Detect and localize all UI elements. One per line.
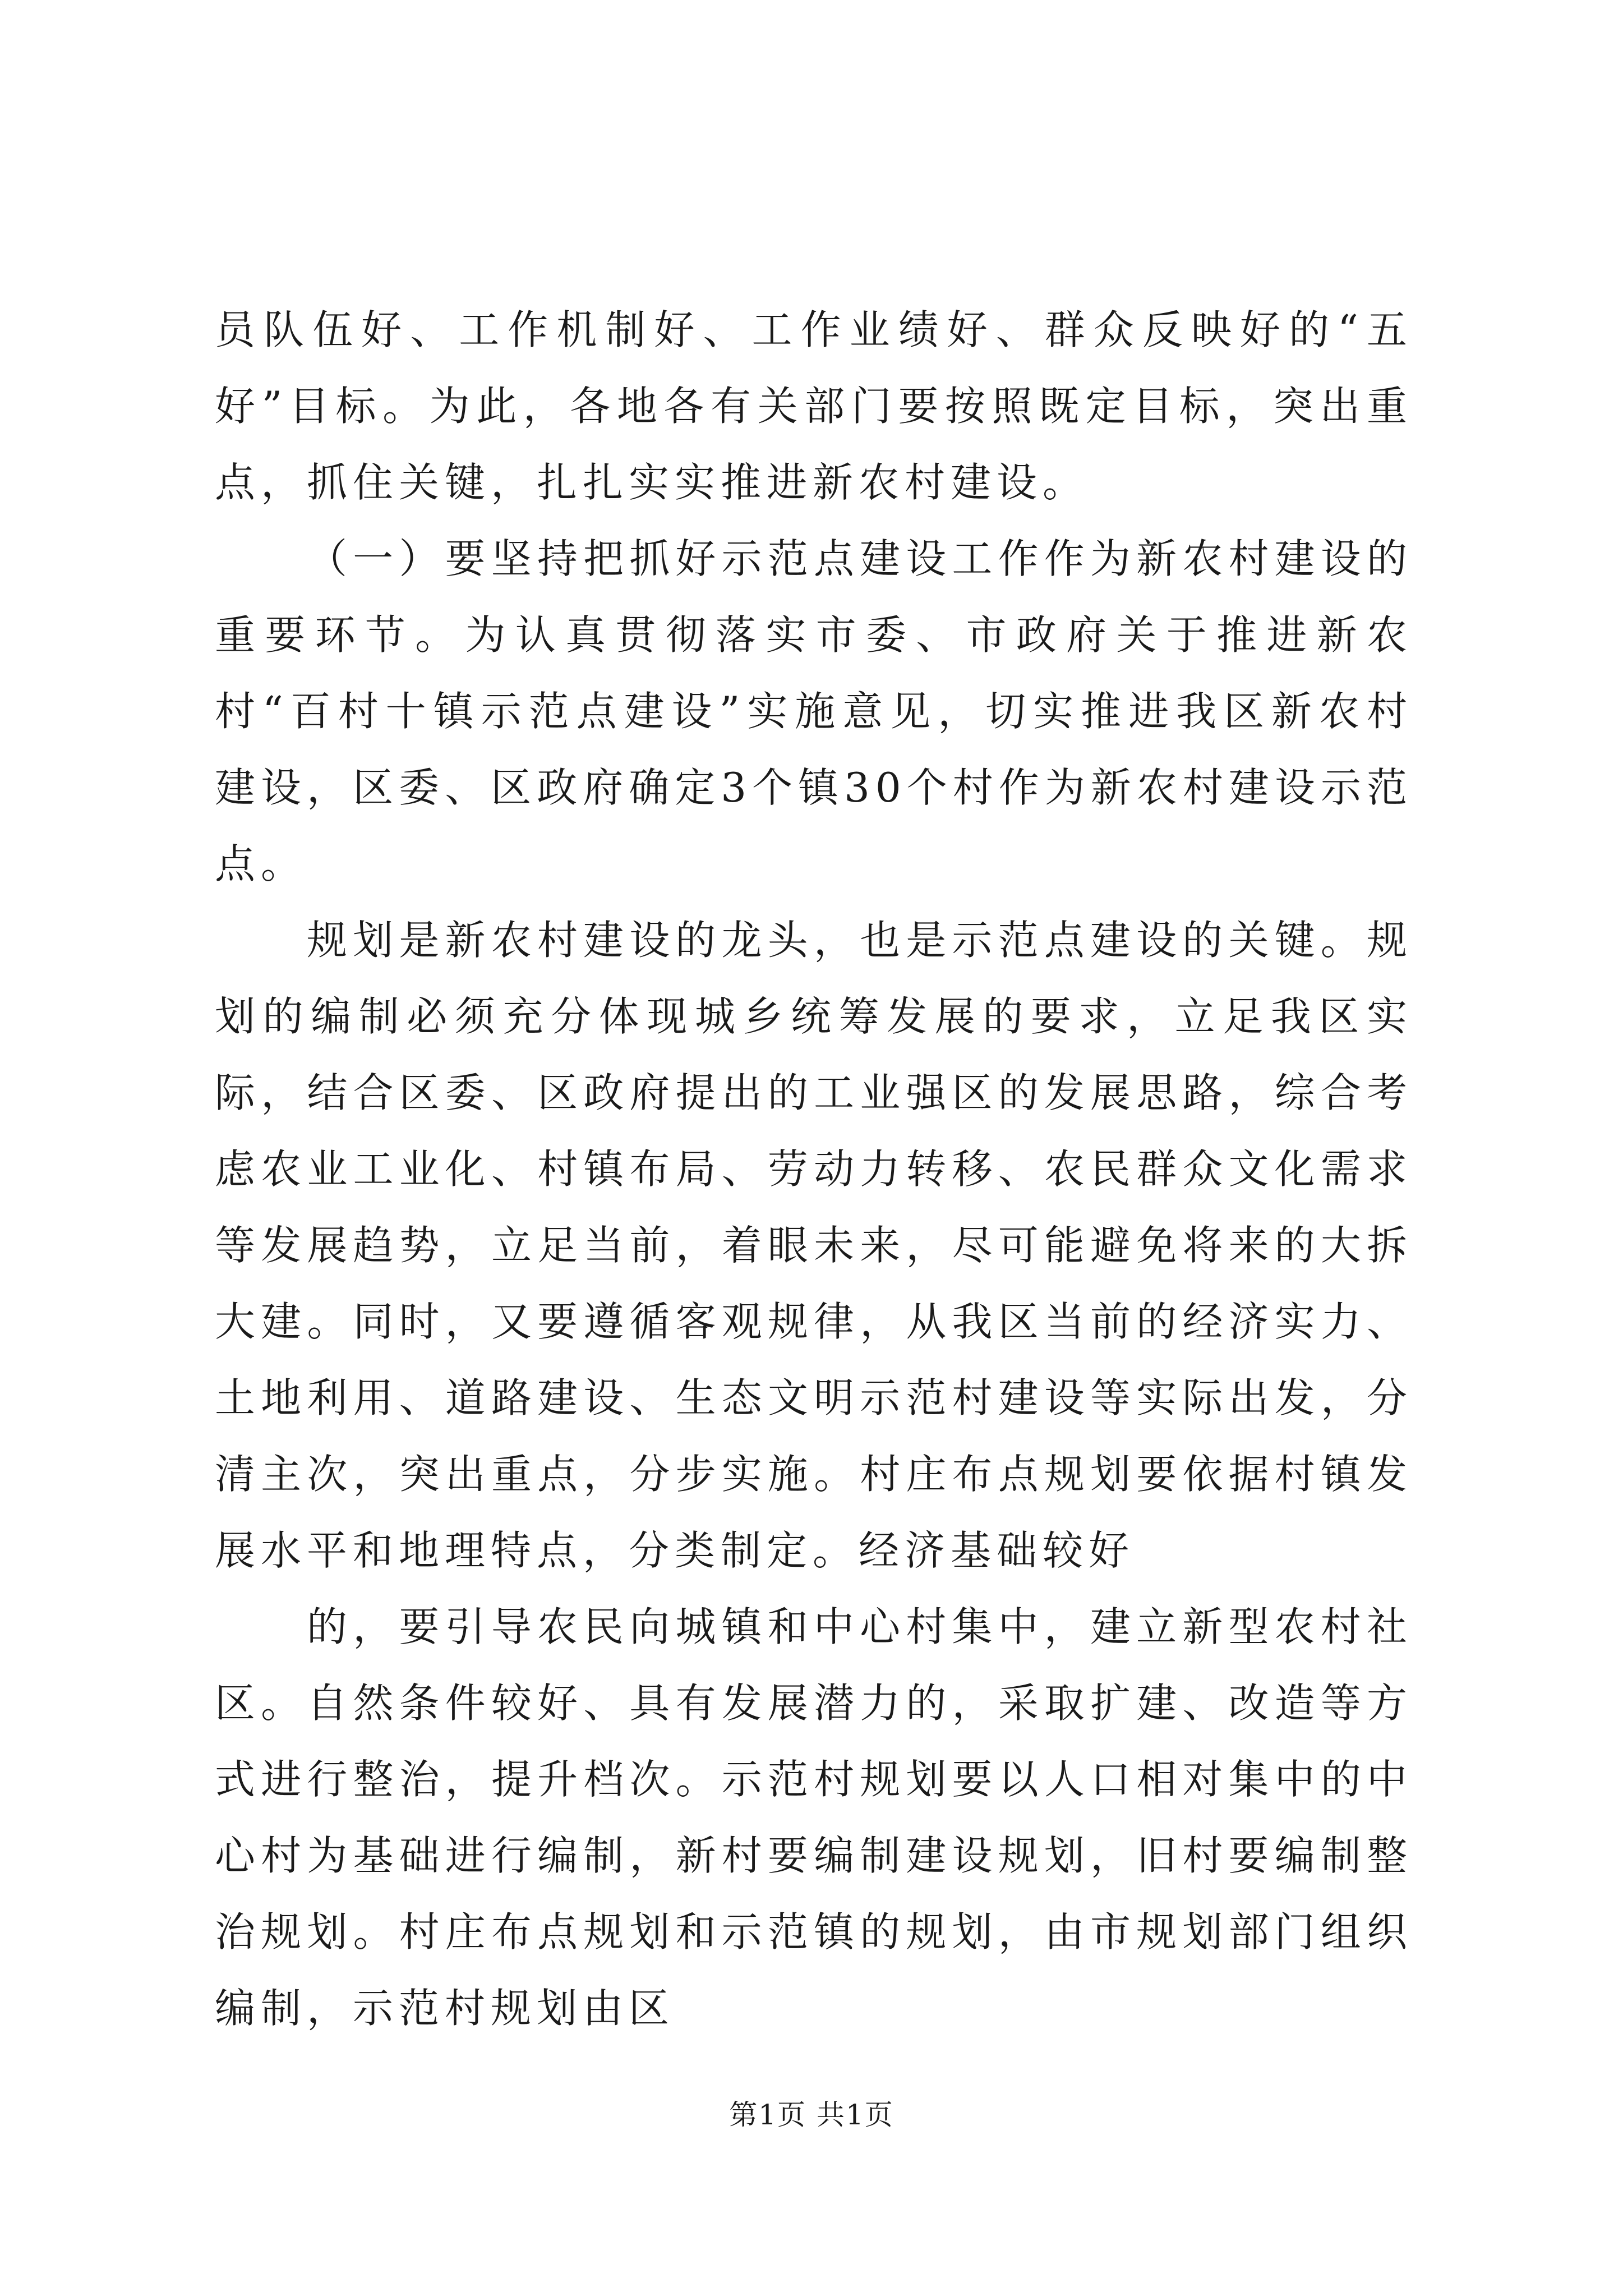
paragraph-2: （一）要坚持把抓好示范点建设工作作为新农村建设的重要环节。为认真贯彻落实市委、市政府关于推进新农村“百村十镇示范点建设”实施意见，切实推进我区新农村建设，区委、区政府确定3个镇30个村作为新农村建设示范点。 <box>215 535 1413 887</box>
page-footer: 第1页 共1页 <box>729 2099 894 2131</box>
paragraph-3: 规划是新农村建设的龙头，也是示范点建设的关键。规划的编制必须充分体现城乡统筹发展的要求，立足我区实际，结合区委、区政府提出的工业强区的发展思路，综合考虑农业工业化、村镇布局、劳动力转移、农民群众文化需求等发展趋势，立足当前，着眼未来，尽可能避免将来的大拆大建。同时，又要遵循客观规律，从我区当前的经济实力、土地利用、道路建设、生态文明示范村建设等实际出发，分清主次，突出重点，分步实施。村庄布点规划要依据村镇发展水平和地理特点，分类制定。经济基础较好 <box>215 917 1413 1574</box>
document-body <box>215 292 1413 2046</box>
paragraph-1: 员队伍好、工作机制好、工作业绩好、群众反映好的“五好”目标。为此，各地各有关部门要按照既定目标，突出重点，抓住关键，扎扎实实推进新农村建设。 <box>215 306 1413 506</box>
paragraph-4: 的，要引导农民向城镇和中心村集中，建立新型农村社区。自然条件较好、具有发展潜力的，采取扩建、改造等方式进行整治，提升档次。示范村规划要以人口相对集中的中心村为基础进行编制，新村要编制建设规划，旧村要编制整治规划。村庄布点规划和示范镇的规划，由市规划部门组织编制，示范村规划由区 <box>215 1603 1413 2032</box>
